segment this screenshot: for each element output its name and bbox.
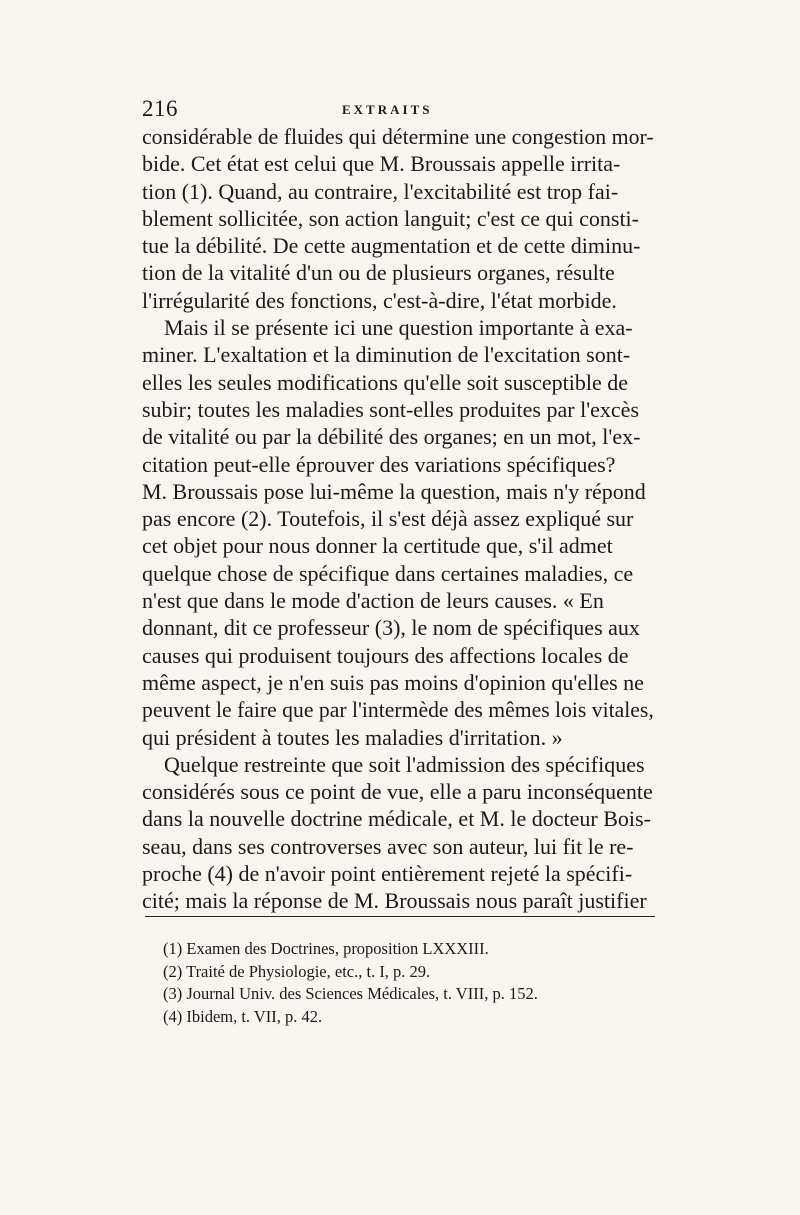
running-title: EXTRAITS xyxy=(342,102,433,117)
footnote: (3) Journal Univ. des Sciences Médicales, t. VIII, p. 152. xyxy=(163,984,538,1003)
text-line: l'irrégularité des fonctions, c'est-à-dire, l'état morbide. xyxy=(142,287,617,313)
text-line: causes qui produisent toujours des affections locales de xyxy=(142,642,629,668)
text-line: blement sollicitée, son action languit; c'est ce qui consti- xyxy=(142,205,639,231)
text-line: donnant, dit ce professeur (3), le nom de spécifiques aux xyxy=(142,615,640,641)
text-line: elles les seules modifications qu'elle soit susceptible de xyxy=(142,369,629,395)
text-line: pas encore (2). Toutefois, il s'est déjà assez expliqué sur xyxy=(142,506,634,532)
text-line: même aspect, je n'en suis pas moins d'opinion qu'elles ne xyxy=(142,669,644,695)
text-line: tue la débilité. De cette augmentation et de cette diminu- xyxy=(142,233,641,259)
text-line: M. Broussais pose lui-même la question, mais n'y répond xyxy=(142,478,646,504)
text-line: cet objet pour nous donner la certitude que, s'il admet xyxy=(142,533,613,559)
text-line: tion de la vitalité d'un ou de plusieurs organes, résulte xyxy=(142,260,615,286)
text-line: Mais il se présente ici une question importante à exa- xyxy=(164,315,633,341)
text-line: tion (1). Quand, au contraire, l'excitabilité est trop fai- xyxy=(142,178,619,204)
text-line: Quelque restreinte que soit l'admission des spécifiques xyxy=(164,751,645,777)
text-line: subir; toutes les maladies sont-elles produites par l'excès xyxy=(142,396,640,422)
text-line: considérés sous ce point de vue, elle a paru inconséquente xyxy=(142,779,653,805)
text-line: citation peut-elle éprouver des variations spécifiques? xyxy=(142,451,616,477)
page-header xyxy=(142,96,652,126)
text-line: cité; mais la réponse de M. Broussais nous paraît justifier xyxy=(142,888,647,914)
text-line: dans la nouvelle doctrine médicale, et M. le docteur Bois- xyxy=(142,806,651,832)
text-line: de vitalité ou par la débilité des organes; en un mot, l'ex- xyxy=(142,424,641,450)
text-line: considérable de fluides qui détermine une congestion mor- xyxy=(142,124,654,149)
footnote: (1) Examen des Doctrines, proposition LXXXIII. xyxy=(163,939,489,958)
footnotes xyxy=(163,938,643,1028)
text-line: miner. L'exaltation et la diminution de l'excitation sont- xyxy=(142,342,631,368)
footnote: (2) Traité de Physiologie, etc., t. I, p. 29. xyxy=(163,961,431,981)
text-line: bide. Cet état est celui que M. Broussais appelle irrita- xyxy=(142,151,621,177)
text-line: peuvent le faire que par l'intermède des mêmes lois vitales, xyxy=(142,697,654,723)
text-line: qui président à toutes les maladies d'irritation. » xyxy=(142,724,563,750)
body-text xyxy=(142,123,654,915)
text-line: n'est que dans le mode d'action de leurs causes. « En xyxy=(142,588,604,614)
text-line: quelque chose de spécifique dans certaines maladies, ce xyxy=(142,560,634,586)
page-number: 216 xyxy=(142,96,178,121)
footnote-divider xyxy=(145,916,655,917)
text-line: seau, dans ses controverses avec son auteur, lui fit le re- xyxy=(142,833,634,859)
text-line: proche (4) de n'avoir point entièrement rejeté la spécifi- xyxy=(142,861,633,887)
footnote: (4) Ibidem, t. VII, p. 42. xyxy=(163,1006,323,1026)
